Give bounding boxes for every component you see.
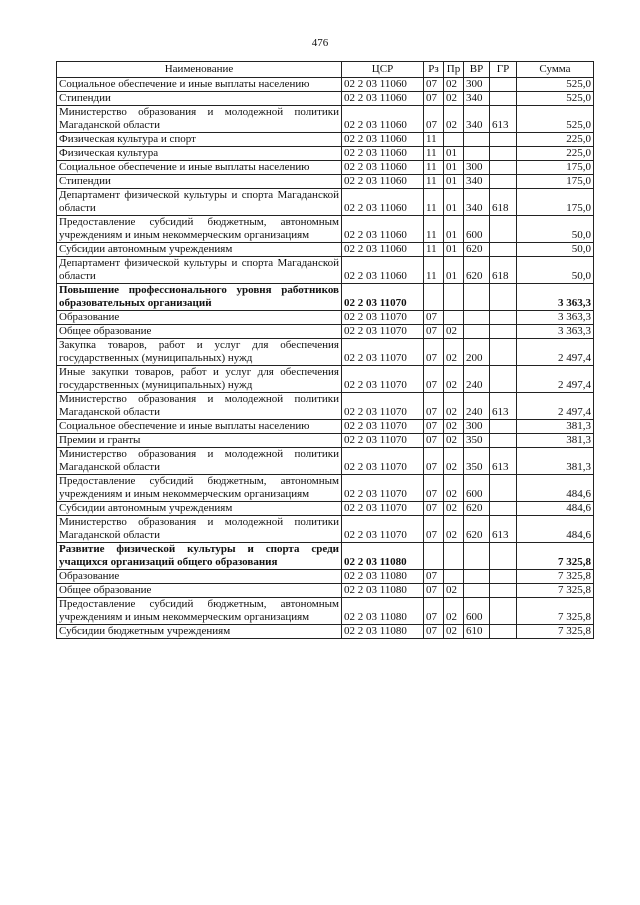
cell-sum: 225,0 [517, 133, 594, 147]
cell-code: 02 2 03 11080 [342, 543, 424, 570]
cell-code: 02 2 03 11070 [342, 325, 424, 339]
cell-code: 02 2 03 11070 [342, 366, 424, 393]
cell-code: 02 2 03 11060 [342, 175, 424, 189]
cell-sum: 381,3 [517, 434, 594, 448]
cell-rz [424, 284, 444, 311]
cell-sum: 2 497,4 [517, 393, 594, 420]
cell-vr: 600 [464, 475, 490, 502]
cell-sum: 525,0 [517, 78, 594, 92]
cell-code: 02 2 03 11070 [342, 393, 424, 420]
header-rz: Рз [424, 62, 444, 78]
cell-gr [490, 78, 517, 92]
cell-pr: 01 [444, 189, 464, 216]
cell-gr [490, 598, 517, 625]
cell-gr [490, 325, 517, 339]
table-row [57, 175, 594, 189]
cell-gr [490, 147, 517, 161]
cell-rz: 07 [424, 311, 444, 325]
cell-pr: 01 [444, 216, 464, 243]
cell-pr: 02 [444, 366, 464, 393]
cell-code: 02 2 03 11060 [342, 216, 424, 243]
cell-rz: 11 [424, 175, 444, 189]
table-row [57, 311, 594, 325]
cell-name: Предоставление субсидий бюджетным, автономным учреждениям и иным некоммерческим организациям [57, 598, 342, 625]
table-row [57, 516, 594, 543]
cell-code: 02 2 03 11060 [342, 78, 424, 92]
cell-pr: 02 [444, 598, 464, 625]
cell-pr: 01 [444, 161, 464, 175]
cell-rz: 07 [424, 366, 444, 393]
cell-rz: 07 [424, 325, 444, 339]
cell-gr [490, 625, 517, 639]
cell-name: Общее образование [57, 325, 342, 339]
cell-vr [464, 325, 490, 339]
table-row [57, 216, 594, 243]
cell-code: 02 2 03 11060 [342, 257, 424, 284]
cell-code: 02 2 03 11060 [342, 189, 424, 216]
table-row [57, 92, 594, 106]
cell-rz: 11 [424, 257, 444, 284]
table-row [57, 570, 594, 584]
cell-rz: 07 [424, 516, 444, 543]
cell-code: 02 2 03 11070 [342, 339, 424, 366]
cell-name: Субсидии бюджетным учреждениям [57, 625, 342, 639]
cell-pr: 02 [444, 625, 464, 639]
cell-rz: 07 [424, 502, 444, 516]
cell-code: 02 2 03 11070 [342, 420, 424, 434]
cell-rz: 07 [424, 448, 444, 475]
cell-vr: 620 [464, 257, 490, 284]
cell-pr: 01 [444, 243, 464, 257]
table-body [57, 78, 594, 639]
cell-rz: 07 [424, 598, 444, 625]
table-row [57, 189, 594, 216]
cell-code: 02 2 03 11070 [342, 475, 424, 502]
cell-pr [444, 311, 464, 325]
cell-name: Субсидии автономным учреждениям [57, 243, 342, 257]
cell-vr: 340 [464, 106, 490, 133]
cell-name: Министерство образования и молодежной политики Магаданской области [57, 516, 342, 543]
cell-vr: 240 [464, 366, 490, 393]
cell-code: 02 2 03 11080 [342, 598, 424, 625]
cell-code: 02 2 03 11080 [342, 625, 424, 639]
cell-pr: 02 [444, 502, 464, 516]
cell-gr [490, 420, 517, 434]
cell-vr: 600 [464, 598, 490, 625]
table-row [57, 325, 594, 339]
cell-rz: 07 [424, 475, 444, 502]
table-row [57, 543, 594, 570]
cell-sum: 50,0 [517, 243, 594, 257]
cell-code: 02 2 03 11070 [342, 311, 424, 325]
cell-name: Развитие физической культуры и спорта среди учащихся организаций общего образования [57, 543, 342, 570]
cell-name: Образование [57, 311, 342, 325]
cell-name: Социальное обеспечение и иные выплаты населению [57, 420, 342, 434]
cell-gr: 618 [490, 257, 517, 284]
cell-gr [490, 502, 517, 516]
cell-gr: 613 [490, 106, 517, 133]
cell-gr [490, 570, 517, 584]
cell-sum: 484,6 [517, 475, 594, 502]
cell-pr: 02 [444, 434, 464, 448]
cell-vr: 300 [464, 420, 490, 434]
cell-rz: 11 [424, 161, 444, 175]
cell-gr [490, 175, 517, 189]
cell-code: 02 2 03 11070 [342, 284, 424, 311]
cell-vr [464, 284, 490, 311]
cell-pr: 02 [444, 325, 464, 339]
cell-pr: 02 [444, 584, 464, 598]
header-pr: Пр [444, 62, 464, 78]
cell-sum: 2 497,4 [517, 339, 594, 366]
cell-code: 02 2 03 11070 [342, 434, 424, 448]
cell-gr: 613 [490, 393, 517, 420]
cell-gr [490, 584, 517, 598]
cell-sum: 525,0 [517, 92, 594, 106]
cell-rz: 07 [424, 106, 444, 133]
cell-vr: 620 [464, 502, 490, 516]
header-gr: ГР [490, 62, 517, 78]
cell-name: Физическая культура и спорт [57, 133, 342, 147]
cell-vr: 620 [464, 243, 490, 257]
cell-name: Министерство образования и молодежной политики Магаданской области [57, 106, 342, 133]
table-header-row [57, 62, 594, 78]
cell-pr [444, 543, 464, 570]
cell-name: Повышение профессионального уровня работников образовательных организаций [57, 284, 342, 311]
cell-rz [424, 543, 444, 570]
cell-vr: 340 [464, 175, 490, 189]
cell-code: 02 2 03 11060 [342, 161, 424, 175]
cell-pr: 01 [444, 175, 464, 189]
cell-sum: 50,0 [517, 257, 594, 284]
table-row [57, 502, 594, 516]
cell-gr [490, 284, 517, 311]
cell-vr [464, 584, 490, 598]
cell-code: 02 2 03 11060 [342, 147, 424, 161]
cell-gr [490, 366, 517, 393]
table-row [57, 366, 594, 393]
table-row [57, 147, 594, 161]
cell-sum: 3 363,3 [517, 311, 594, 325]
cell-gr [490, 161, 517, 175]
table-row [57, 339, 594, 366]
cell-code: 02 2 03 11070 [342, 516, 424, 543]
cell-name: Департамент физической культуры и спорта Магаданской области [57, 189, 342, 216]
cell-name: Министерство образования и молодежной политики Магаданской области [57, 393, 342, 420]
cell-vr: 620 [464, 516, 490, 543]
cell-code: 02 2 03 11070 [342, 448, 424, 475]
cell-sum: 175,0 [517, 189, 594, 216]
table-row [57, 625, 594, 639]
cell-name: Общее образование [57, 584, 342, 598]
cell-rz: 11 [424, 147, 444, 161]
cell-sum: 381,3 [517, 448, 594, 475]
cell-sum: 3 363,3 [517, 325, 594, 339]
cell-gr [490, 92, 517, 106]
cell-vr: 350 [464, 448, 490, 475]
cell-name: Социальное обеспечение и иные выплаты населению [57, 78, 342, 92]
cell-pr [444, 284, 464, 311]
table-row [57, 393, 594, 420]
cell-pr: 02 [444, 339, 464, 366]
header-vr: ВР [464, 62, 490, 78]
cell-sum: 7 325,8 [517, 543, 594, 570]
cell-sum: 7 325,8 [517, 625, 594, 639]
cell-rz: 11 [424, 243, 444, 257]
cell-code: 02 2 03 11080 [342, 584, 424, 598]
cell-name: Субсидии автономным учреждениям [57, 502, 342, 516]
cell-gr [490, 475, 517, 502]
table-row [57, 106, 594, 133]
cell-sum: 2 497,4 [517, 366, 594, 393]
cell-pr: 02 [444, 106, 464, 133]
cell-rz: 07 [424, 584, 444, 598]
cell-vr: 200 [464, 339, 490, 366]
cell-rz: 07 [424, 570, 444, 584]
cell-name: Предоставление субсидий бюджетным, автономным учреждениям и иным некоммерческим организациям [57, 216, 342, 243]
cell-sum: 7 325,8 [517, 584, 594, 598]
cell-name: Предоставление субсидий бюджетным, автономным учреждениям и иным некоммерческим организациям [57, 475, 342, 502]
cell-vr: 300 [464, 78, 490, 92]
cell-vr [464, 133, 490, 147]
cell-pr: 02 [444, 516, 464, 543]
cell-vr [464, 570, 490, 584]
cell-name: Закупка товаров, работ и услуг для обеспечения государственных (муниципальных) нужд [57, 339, 342, 366]
cell-pr: 02 [444, 420, 464, 434]
cell-sum: 7 325,8 [517, 598, 594, 625]
cell-name: Стипендии [57, 175, 342, 189]
cell-rz: 07 [424, 92, 444, 106]
table-row [57, 78, 594, 92]
cell-gr [490, 311, 517, 325]
cell-name: Физическая культура [57, 147, 342, 161]
cell-vr [464, 543, 490, 570]
cell-pr: 02 [444, 448, 464, 475]
cell-vr [464, 311, 490, 325]
cell-sum: 381,3 [517, 420, 594, 434]
cell-rz: 07 [424, 393, 444, 420]
cell-pr: 02 [444, 78, 464, 92]
cell-gr: 618 [490, 189, 517, 216]
cell-rz: 07 [424, 339, 444, 366]
cell-pr: 02 [444, 92, 464, 106]
cell-pr: 02 [444, 475, 464, 502]
table-row [57, 133, 594, 147]
cell-vr: 340 [464, 189, 490, 216]
cell-sum: 484,6 [517, 516, 594, 543]
page-number: 476 [311, 37, 329, 49]
table-row [57, 161, 594, 175]
table-row [57, 584, 594, 598]
cell-vr: 240 [464, 393, 490, 420]
header-name: Наименование [57, 62, 342, 78]
cell-code: 02 2 03 11060 [342, 106, 424, 133]
table-row [57, 475, 594, 502]
cell-pr: 01 [444, 257, 464, 284]
cell-gr [490, 434, 517, 448]
cell-pr [444, 133, 464, 147]
cell-pr [444, 570, 464, 584]
cell-name: Образование [57, 570, 342, 584]
table-row [57, 243, 594, 257]
cell-vr [464, 147, 490, 161]
cell-sum: 175,0 [517, 175, 594, 189]
cell-name: Премии и гранты [57, 434, 342, 448]
cell-rz: 07 [424, 78, 444, 92]
cell-code: 02 2 03 11070 [342, 502, 424, 516]
cell-sum: 50,0 [517, 216, 594, 243]
cell-vr: 300 [464, 161, 490, 175]
cell-rz: 07 [424, 434, 444, 448]
cell-sum: 175,0 [517, 161, 594, 175]
cell-vr: 610 [464, 625, 490, 639]
budget-table [56, 61, 594, 639]
cell-rz: 07 [424, 625, 444, 639]
cell-pr: 02 [444, 393, 464, 420]
cell-sum: 225,0 [517, 147, 594, 161]
cell-sum: 484,6 [517, 502, 594, 516]
cell-sum: 525,0 [517, 106, 594, 133]
header-code: ЦСР [342, 62, 424, 78]
cell-sum: 7 325,8 [517, 570, 594, 584]
cell-rz: 11 [424, 189, 444, 216]
cell-vr: 600 [464, 216, 490, 243]
table-row [57, 598, 594, 625]
table-row [57, 284, 594, 311]
cell-name: Социальное обеспечение и иные выплаты населению [57, 161, 342, 175]
cell-name: Стипендии [57, 92, 342, 106]
cell-gr: 613 [490, 516, 517, 543]
table-row [57, 434, 594, 448]
cell-code: 02 2 03 11080 [342, 570, 424, 584]
cell-pr: 01 [444, 147, 464, 161]
cell-rz: 07 [424, 420, 444, 434]
cell-name: Департамент физической культуры и спорта Магаданской области [57, 257, 342, 284]
cell-gr [490, 243, 517, 257]
cell-vr: 350 [464, 434, 490, 448]
table-row [57, 420, 594, 434]
cell-vr: 340 [464, 92, 490, 106]
cell-gr: 613 [490, 448, 517, 475]
cell-gr [490, 339, 517, 366]
cell-gr [490, 133, 517, 147]
cell-name: Иные закупки товаров, работ и услуг для обеспечения государственных (муниципальных) нужд [57, 366, 342, 393]
cell-code: 02 2 03 11060 [342, 133, 424, 147]
cell-rz: 11 [424, 216, 444, 243]
cell-code: 02 2 03 11060 [342, 243, 424, 257]
header-sum: Сумма [517, 62, 594, 78]
cell-gr [490, 543, 517, 570]
cell-gr [490, 216, 517, 243]
cell-code: 02 2 03 11060 [342, 92, 424, 106]
cell-rz: 11 [424, 133, 444, 147]
cell-sum: 3 363,3 [517, 284, 594, 311]
cell-name: Министерство образования и молодежной политики Магаданской области [57, 448, 342, 475]
table-row [57, 448, 594, 475]
table-row [57, 257, 594, 284]
